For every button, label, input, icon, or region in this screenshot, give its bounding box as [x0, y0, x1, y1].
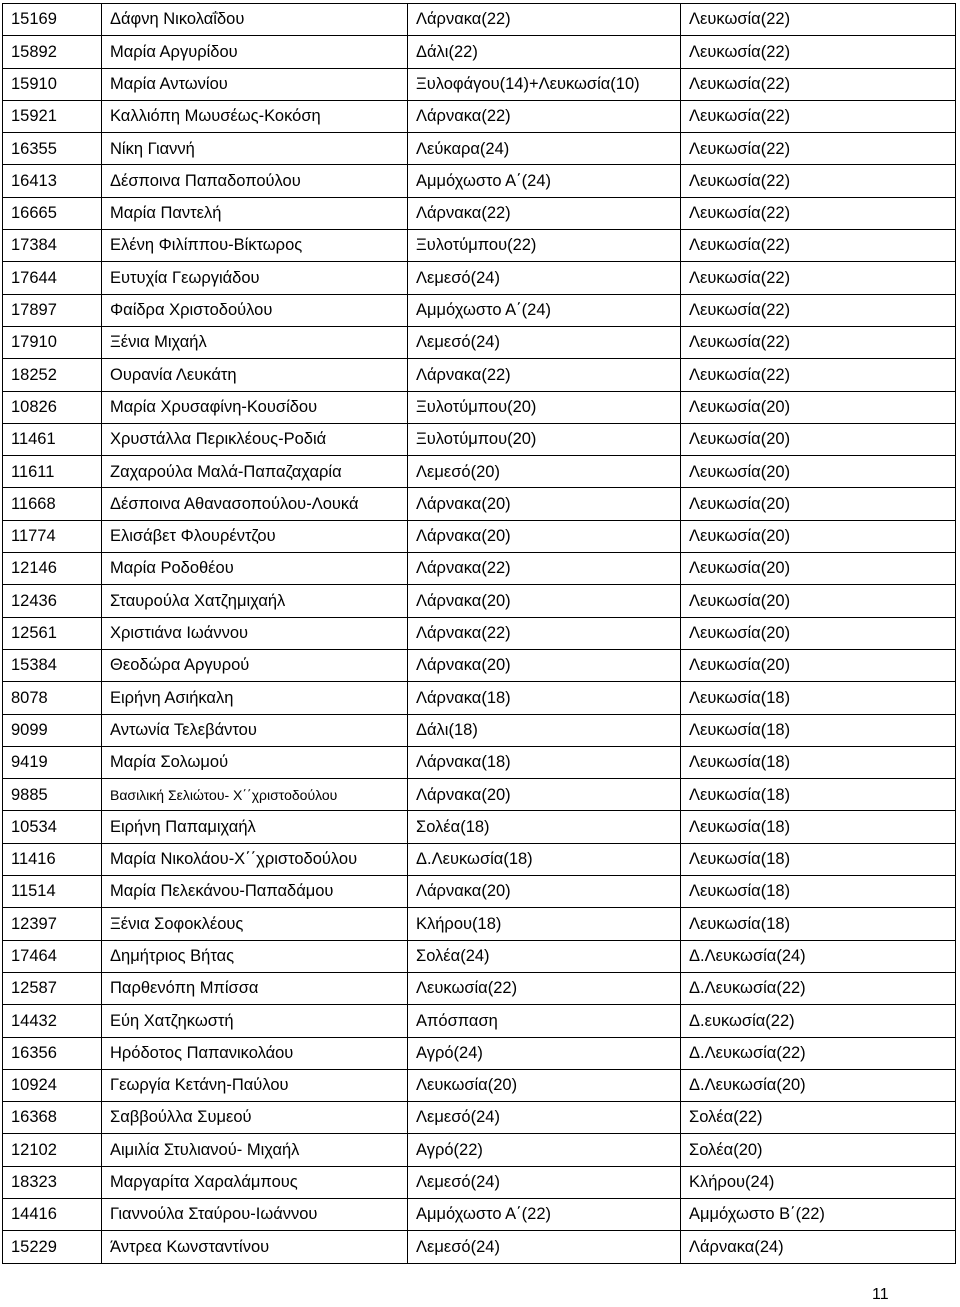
record-id-cell: 15169 [3, 4, 102, 36]
record-id-cell: 11668 [3, 488, 102, 520]
record-id-cell: 12397 [3, 908, 102, 940]
record-id-cell: 11416 [3, 843, 102, 875]
from-location-cell: Λεμεσό(24) [408, 1166, 681, 1198]
to-location-cell: Λευκωσία(22) [681, 133, 956, 165]
name-cell: Θεοδώρα Αργυρού [102, 649, 408, 681]
name-cell: Ουρανία Λευκάτη [102, 359, 408, 391]
table-row [3, 230, 956, 262]
from-location-cell: Σολέα(18) [408, 811, 681, 843]
record-id-cell: 15384 [3, 649, 102, 681]
to-location-cell: Λευκωσία(22) [681, 294, 956, 326]
from-location-cell: Λεμεσό(24) [408, 262, 681, 294]
from-location-cell: Αμμόχωστο Α΄(22) [408, 1198, 681, 1230]
table-row [3, 811, 956, 843]
record-id-cell: 16665 [3, 197, 102, 229]
to-location-cell: Λευκωσία(22) [681, 68, 956, 100]
table-row [3, 4, 956, 36]
to-location-cell: Λευκωσία(22) [681, 262, 956, 294]
to-location-cell: Λευκωσία(18) [681, 746, 956, 778]
name-cell: Αντωνία Τελεβάντου [102, 714, 408, 746]
table-row [3, 746, 956, 778]
from-location-cell: Λάρνακα(22) [408, 553, 681, 585]
record-id-cell: 12561 [3, 617, 102, 649]
name-cell: Ηρόδοτος Παπανικολάου [102, 1037, 408, 1069]
from-location-cell: Αμμόχωστο Α΄(24) [408, 165, 681, 197]
record-id-cell: 11514 [3, 876, 102, 908]
to-location-cell: Αμμόχωστο Β΄(22) [681, 1198, 956, 1230]
record-id-cell: 10826 [3, 391, 102, 423]
from-location-cell: Λεμεσό(24) [408, 1102, 681, 1134]
to-location-cell: Λευκωσία(18) [681, 682, 956, 714]
name-cell: Γεωργία Κετάνη-Παύλου [102, 1069, 408, 1101]
table-row [3, 779, 956, 811]
table-row [3, 843, 956, 875]
from-location-cell: Λάρνακα(20) [408, 876, 681, 908]
to-location-cell: Λευκωσία(22) [681, 197, 956, 229]
from-location-cell: Λάρνακα(18) [408, 746, 681, 778]
to-location-cell: Λευκωσία(20) [681, 423, 956, 455]
table-row [3, 1198, 956, 1230]
to-location-cell: Λευκωσία(18) [681, 843, 956, 875]
table-row [3, 1037, 956, 1069]
table-row [3, 520, 956, 552]
table-row [3, 1069, 956, 1101]
table-row [3, 100, 956, 132]
to-location-cell: Σολέα(22) [681, 1102, 956, 1134]
name-cell: Χριστιάνα Ιωάννου [102, 617, 408, 649]
to-location-cell: Λευκωσία(22) [681, 36, 956, 68]
name-cell: Άντρεα Κωνσταντίνου [102, 1231, 408, 1263]
from-location-cell: Ξυλοτύμπου(20) [408, 391, 681, 423]
table-row [3, 133, 956, 165]
name-cell: Μαρία Νικολάου-Χ΄΄χριστοδούλου [102, 843, 408, 875]
to-location-cell: Δ.Λευκωσία(20) [681, 1069, 956, 1101]
record-id-cell: 10534 [3, 811, 102, 843]
to-location-cell: Λευκωσία(22) [681, 326, 956, 358]
from-location-cell: Λευκωσία(22) [408, 972, 681, 1004]
record-id-cell: 9099 [3, 714, 102, 746]
to-location-cell: Δ.ευκωσία(22) [681, 1005, 956, 1037]
to-location-cell: Δ.Λευκωσία(22) [681, 1037, 956, 1069]
from-location-cell: Αγρό(22) [408, 1134, 681, 1166]
to-location-cell: Λευκωσία(22) [681, 230, 956, 262]
table-row [3, 456, 956, 488]
table-row [3, 1231, 956, 1263]
record-id-cell: 15892 [3, 36, 102, 68]
record-id-cell: 9419 [3, 746, 102, 778]
record-id-cell: 11611 [3, 456, 102, 488]
from-location-cell: Ξυλοφάγου(14)+Λευκωσία(10) [408, 68, 681, 100]
to-location-cell: Λευκωσία(20) [681, 553, 956, 585]
from-location-cell: Λεμεσό(20) [408, 456, 681, 488]
name-cell: Αιμιλία Στυλιανού- Μιχαήλ [102, 1134, 408, 1166]
name-cell: Δέσποινα Παπαδοπούλου [102, 165, 408, 197]
record-id-cell: 17384 [3, 230, 102, 262]
name-cell: Μαρία Πελεκάνου-Παπαδάμου [102, 876, 408, 908]
to-location-cell: Δ.Λευκωσία(22) [681, 972, 956, 1004]
from-location-cell: Σολέα(24) [408, 940, 681, 972]
record-id-cell: 12587 [3, 972, 102, 1004]
to-location-cell: Λάρνακα(24) [681, 1231, 956, 1263]
to-location-cell: Σολέα(20) [681, 1134, 956, 1166]
from-location-cell: Λάρνακα(22) [408, 359, 681, 391]
from-location-cell: Λάρνακα(20) [408, 649, 681, 681]
record-id-cell: 12102 [3, 1134, 102, 1166]
to-location-cell: Λευκωσία(18) [681, 876, 956, 908]
record-id-cell: 16368 [3, 1102, 102, 1134]
name-cell: Παρθενόπη Μπίσσα [102, 972, 408, 1004]
table-row [3, 908, 956, 940]
record-id-cell: 17464 [3, 940, 102, 972]
name-cell: Σαββούλλα Συμεού [102, 1102, 408, 1134]
name-cell: Μαρία Σολωμού [102, 746, 408, 778]
table-row [3, 488, 956, 520]
name-cell: Ευτυχία Γεωργιάδου [102, 262, 408, 294]
from-location-cell: Αγρό(24) [408, 1037, 681, 1069]
to-location-cell: Δ.Λευκωσία(24) [681, 940, 956, 972]
record-id-cell: 16356 [3, 1037, 102, 1069]
from-location-cell: Λάρνακα(20) [408, 585, 681, 617]
record-id-cell: 15229 [3, 1231, 102, 1263]
name-cell: Δημήτριος Βήτας [102, 940, 408, 972]
from-location-cell: Λεύκαρα(24) [408, 133, 681, 165]
from-location-cell: Λάρνακα(20) [408, 488, 681, 520]
from-location-cell: Αμμόχωστο Α΄(24) [408, 294, 681, 326]
from-location-cell: Λευκωσία(20) [408, 1069, 681, 1101]
table-row [3, 1166, 956, 1198]
transfer-table-body [3, 4, 956, 1264]
from-location-cell: Λάρνακα(18) [408, 682, 681, 714]
name-cell: Ελένη Φιλίππου-Βίκτωρος [102, 230, 408, 262]
table-row [3, 68, 956, 100]
from-location-cell: Λάρνακα(22) [408, 4, 681, 36]
from-location-cell: Ξυλοτύμπου(20) [408, 423, 681, 455]
name-cell: Βασιλική Σελιώτου- Χ΄΄χριστοδούλου [102, 779, 408, 811]
table-row [3, 553, 956, 585]
to-location-cell: Λευκωσία(20) [681, 520, 956, 552]
name-cell: Μαρία Αντωνίου [102, 68, 408, 100]
table-row [3, 972, 956, 1004]
name-cell: Ξένια Σοφοκλέους [102, 908, 408, 940]
table-row [3, 714, 956, 746]
name-cell: Ειρήνη Παπαμιχαήλ [102, 811, 408, 843]
from-location-cell: Λάρνακα(20) [408, 520, 681, 552]
record-id-cell: 15910 [3, 68, 102, 100]
to-location-cell: Λευκωσία(22) [681, 4, 956, 36]
to-location-cell: Λευκωσία(20) [681, 488, 956, 520]
record-id-cell: 8078 [3, 682, 102, 714]
table-row [3, 423, 956, 455]
to-location-cell: Λευκωσία(18) [681, 908, 956, 940]
record-id-cell: 17644 [3, 262, 102, 294]
table-row [3, 649, 956, 681]
record-id-cell: 18252 [3, 359, 102, 391]
table-row [3, 36, 956, 68]
to-location-cell: Κλήρου(24) [681, 1166, 956, 1198]
record-id-cell: 16355 [3, 133, 102, 165]
name-cell: Σταυρούλα Χατζημιχαήλ [102, 585, 408, 617]
table-row [3, 1102, 956, 1134]
record-id-cell: 12146 [3, 553, 102, 585]
from-location-cell: Κλήρου(18) [408, 908, 681, 940]
from-location-cell: Δάλι(18) [408, 714, 681, 746]
from-location-cell: Δάλι(22) [408, 36, 681, 68]
name-cell: Γιαννούλα Σταύρου-Ιωάννου [102, 1198, 408, 1230]
record-id-cell: 12436 [3, 585, 102, 617]
record-id-cell: 14416 [3, 1198, 102, 1230]
from-location-cell: Λεμεσό(24) [408, 326, 681, 358]
name-cell: Μαρία Παντελή [102, 197, 408, 229]
to-location-cell: Λευκωσία(22) [681, 100, 956, 132]
record-id-cell: 11774 [3, 520, 102, 552]
name-cell: Ξένια Μιχαήλ [102, 326, 408, 358]
table-row [3, 682, 956, 714]
table-row [3, 940, 956, 972]
table-row [3, 876, 956, 908]
page-number: 11 [872, 1286, 889, 1303]
to-location-cell: Λευκωσία(20) [681, 456, 956, 488]
name-cell: Μαρία Ροδοθέου [102, 553, 408, 585]
table-row [3, 326, 956, 358]
record-id-cell: 11461 [3, 423, 102, 455]
table-row [3, 165, 956, 197]
table-row [3, 617, 956, 649]
record-id-cell: 17897 [3, 294, 102, 326]
from-location-cell: Δ.Λευκωσία(18) [408, 843, 681, 875]
table-row [3, 391, 956, 423]
name-cell: Φαίδρα Χριστοδούλου [102, 294, 408, 326]
to-location-cell: Λευκωσία(20) [681, 649, 956, 681]
name-cell: Ζαχαρούλα Μαλά-Παπαζαχαρία [102, 456, 408, 488]
record-id-cell: 18323 [3, 1166, 102, 1198]
from-location-cell: Λάρνακα(20) [408, 779, 681, 811]
table-row [3, 262, 956, 294]
to-location-cell: Λευκωσία(20) [681, 585, 956, 617]
record-id-cell: 14432 [3, 1005, 102, 1037]
table-row [3, 197, 956, 229]
from-location-cell: Λάρνακα(22) [408, 197, 681, 229]
name-cell: Μαργαρίτα Χαραλάμπους [102, 1166, 408, 1198]
table-row [3, 1005, 956, 1037]
name-cell: Δάφνη Νικολαΐδου [102, 4, 408, 36]
record-id-cell: 10924 [3, 1069, 102, 1101]
name-cell: Χρυστάλλα Περικλέους-Ροδιά [102, 423, 408, 455]
to-location-cell: Λευκωσία(22) [681, 165, 956, 197]
transfer-table [2, 3, 956, 1264]
table-row [3, 294, 956, 326]
from-location-cell: Απόσπαση [408, 1005, 681, 1037]
to-location-cell: Λευκωσία(20) [681, 617, 956, 649]
record-id-cell: 9885 [3, 779, 102, 811]
record-id-cell: 15921 [3, 100, 102, 132]
to-location-cell: Λευκωσία(20) [681, 391, 956, 423]
table-row [3, 1134, 956, 1166]
from-location-cell: Λάρνακα(22) [408, 617, 681, 649]
to-location-cell: Λευκωσία(18) [681, 714, 956, 746]
name-cell: Δέσποινα Αθανασοπούλου-Λουκά [102, 488, 408, 520]
from-location-cell: Λεμεσό(24) [408, 1231, 681, 1263]
from-location-cell: Ξυλοτύμπου(22) [408, 230, 681, 262]
to-location-cell: Λευκωσία(18) [681, 779, 956, 811]
name-cell: Μαρία Αργυρίδου [102, 36, 408, 68]
from-location-cell: Λάρνακα(22) [408, 100, 681, 132]
record-id-cell: 16413 [3, 165, 102, 197]
name-cell: Καλλιόπη Μωυσέως-Κοκόση [102, 100, 408, 132]
name-cell: Εύη Χατζηκωστή [102, 1005, 408, 1037]
to-location-cell: Λευκωσία(18) [681, 811, 956, 843]
table-row [3, 359, 956, 391]
name-cell: Νίκη Γιαννή [102, 133, 408, 165]
table-row [3, 585, 956, 617]
name-cell: Ελισάβετ Φλουρέντζου [102, 520, 408, 552]
record-id-cell: 17910 [3, 326, 102, 358]
name-cell: Ειρήνη Ασιήκαλη [102, 682, 408, 714]
to-location-cell: Λευκωσία(22) [681, 359, 956, 391]
name-cell: Μαρία Χρυσαφίνη-Κουσίδου [102, 391, 408, 423]
